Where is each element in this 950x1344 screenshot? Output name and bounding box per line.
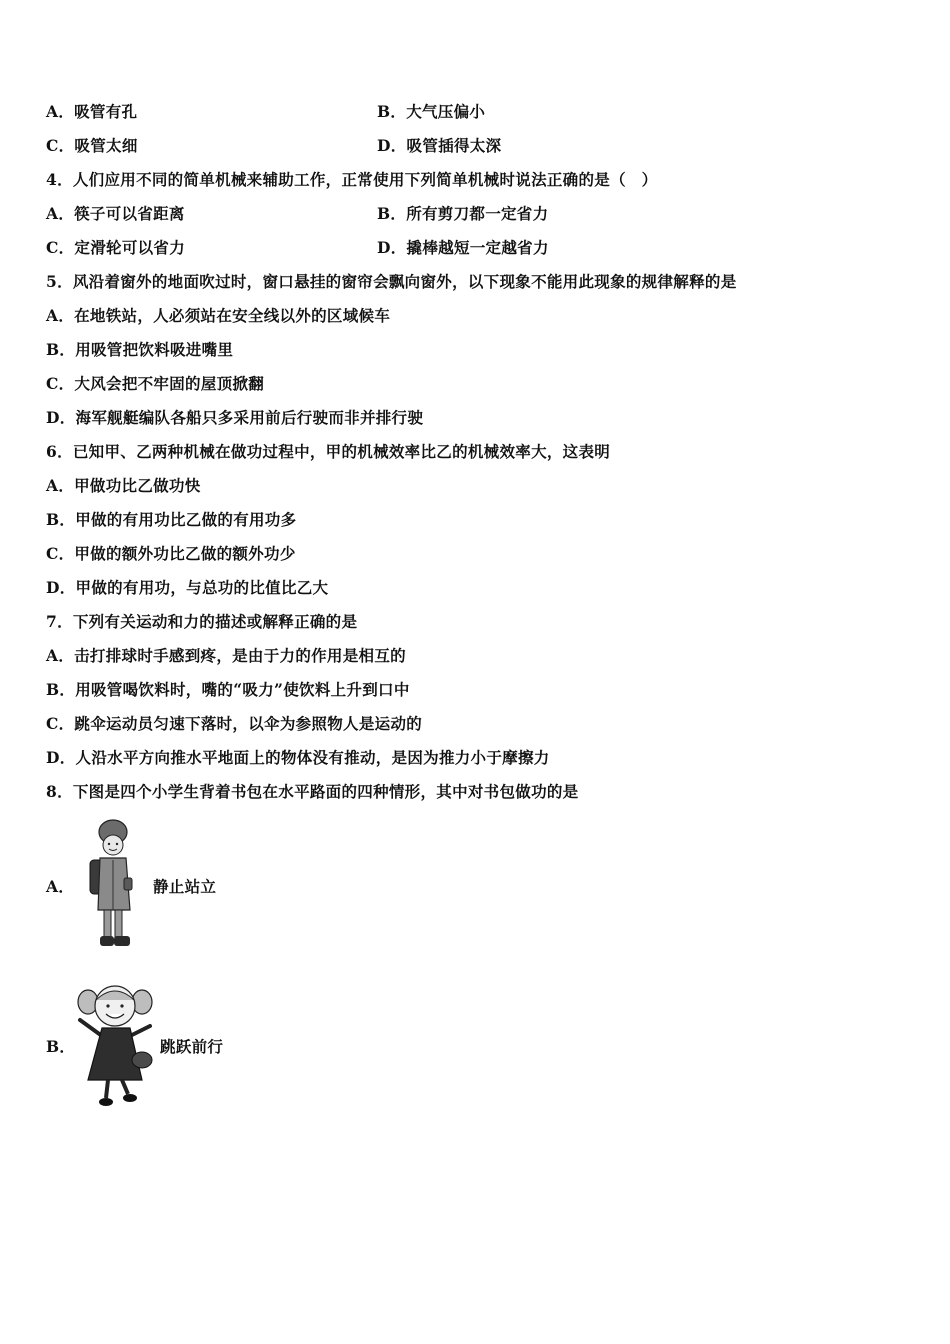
q3-option-c: C．吸管太细	[46, 136, 138, 155]
q4-stem: 4．人们应用不同的简单机械来辅助工作，正常使用下列简单机械时说法正确的是（ ）	[46, 170, 658, 189]
q5-option-d: D．海军舰艇编队各船只多采用前后行驶而非并排行驶	[46, 408, 424, 427]
q5-option-a: A．在地铁站，人必须站在安全线以外的区域候车	[46, 306, 391, 325]
q6-option-b: B．甲做的有用功比乙做的有用功多	[46, 510, 297, 529]
q7-option-a: A．击打排球时手感到疼，是由于力的作用是相互的	[46, 646, 406, 665]
q3-option-a: A．吸管有孔	[46, 102, 138, 121]
q7-option-d: D．人沿水平方向推水平地面上的物体没有推动，是因为推力小于摩擦力	[46, 748, 550, 767]
q8-option-a-caption: 静止站立	[153, 877, 217, 896]
q3-option-d: D．吸管插得太深	[377, 136, 502, 155]
q5-stem: 5．风沿着窗外的地面吹过时，窗口悬挂的窗帘会飘向窗外，以下现象不能用此现象的规律解释的是	[46, 272, 737, 291]
q7-option-b: B．用吸管喝饮料时，嘴的“吸力”使饮料上升到口中	[46, 680, 410, 699]
q6-stem: 6．已知甲、乙两种机械在做功过程中，甲的机械效率比乙的机械效率大，这表明	[46, 442, 611, 461]
standing-student-illustration	[80, 818, 142, 950]
q4-option-c: C．定滑轮可以省力	[46, 238, 186, 257]
q6-option-c: C．甲做的额外功比乙做的额外功少	[46, 544, 296, 563]
q8-option-b-letter: B．	[46, 1037, 76, 1056]
q8-option-a-letter: A．	[46, 877, 75, 896]
q7-option-c: C．跳伞运动员匀速下落时，以伞为参照物人是运动的	[46, 714, 423, 733]
q8-stem: 8．下图是四个小学生背着书包在水平路面的四种情形，其中对书包做功的是	[46, 782, 579, 801]
q3-option-b: B．大气压偏小	[377, 102, 486, 121]
q5-option-b: B．用吸管把饮料吸进嘴里	[46, 340, 234, 359]
q4-option-a: A．筷子可以省距离	[46, 204, 185, 223]
q4-option-b: B．所有剪刀都一定省力	[377, 204, 549, 223]
q8-option-b-caption: 跳跃前行	[160, 1037, 224, 1056]
q7-stem: 7．下列有关运动和力的描述或解释正确的是	[46, 612, 358, 631]
jumping-student-illustration	[72, 980, 160, 1114]
q5-option-c: C．大风会把不牢固的屋顶掀翻	[46, 374, 265, 393]
q6-option-d: D．甲做的有用功，与总功的比值比乙大	[46, 578, 329, 597]
q6-option-a: A．甲做功比乙做功快	[46, 476, 201, 495]
q4-option-d: D．撬棒越短一定越省力	[377, 238, 549, 257]
